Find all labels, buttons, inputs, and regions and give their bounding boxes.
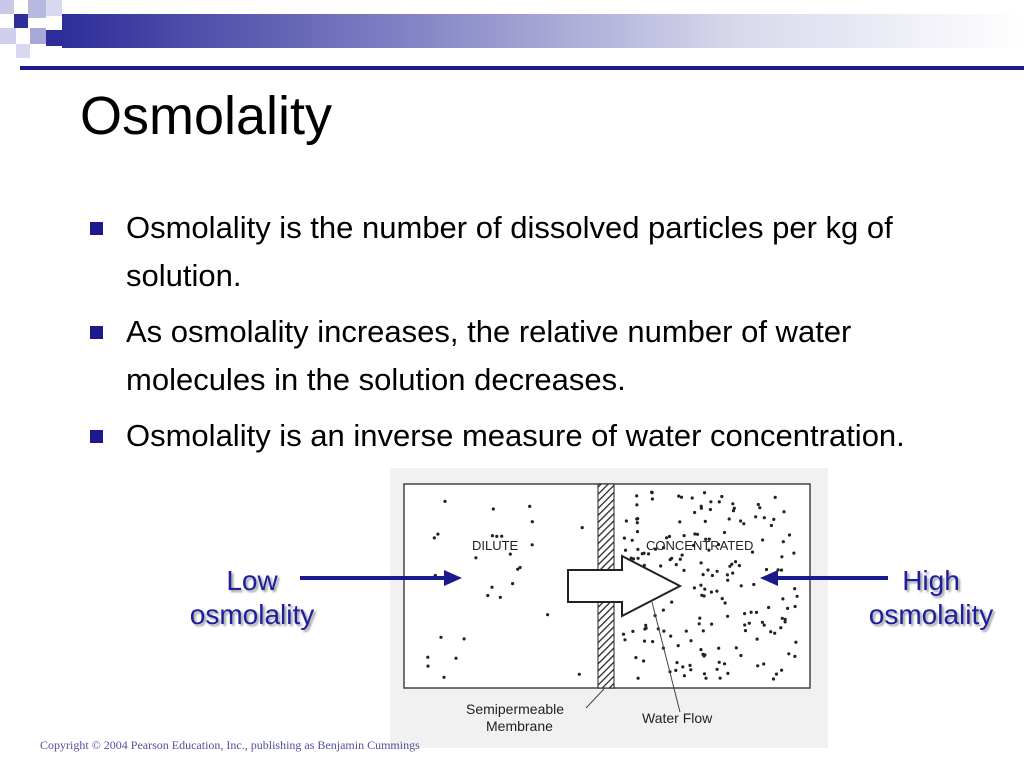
high-osmolality-line1: High <box>902 565 960 596</box>
high-osmolality-label <box>846 564 1016 632</box>
low-osmolality-line2: osmolality <box>189 599 315 630</box>
concentrated-label: CONCENTRATED <box>646 538 754 553</box>
membrane-label-line1: Semipermeable <box>466 701 565 717</box>
bullet-text: Osmolality is an inverse measure of water concentration. <box>126 418 905 453</box>
slide-title: Osmolality <box>80 86 333 146</box>
water-flow-label: Water Flow <box>642 710 713 726</box>
bullet-text: Osmolality is the number of dissolved particles per kg of solution. <box>126 210 893 293</box>
low-arrow-head-icon <box>444 570 462 586</box>
low-osmolality-label <box>164 564 340 632</box>
high-arrow-head-icon <box>760 570 778 586</box>
high-osmolality-line2: osmolality <box>868 599 994 630</box>
bullet-text: As osmolality increases, the relative number of water molecules in the solution decreases. <box>126 314 852 397</box>
membrane-label-line2: Membrane <box>486 718 553 734</box>
copyright-footer: Copyright © 2004 Pearson Education, Inc., publishing as Benjamin Cummings <box>40 738 420 752</box>
dilute-label: DILUTE <box>472 538 519 553</box>
low-osmolality-line1: Low <box>226 565 278 596</box>
